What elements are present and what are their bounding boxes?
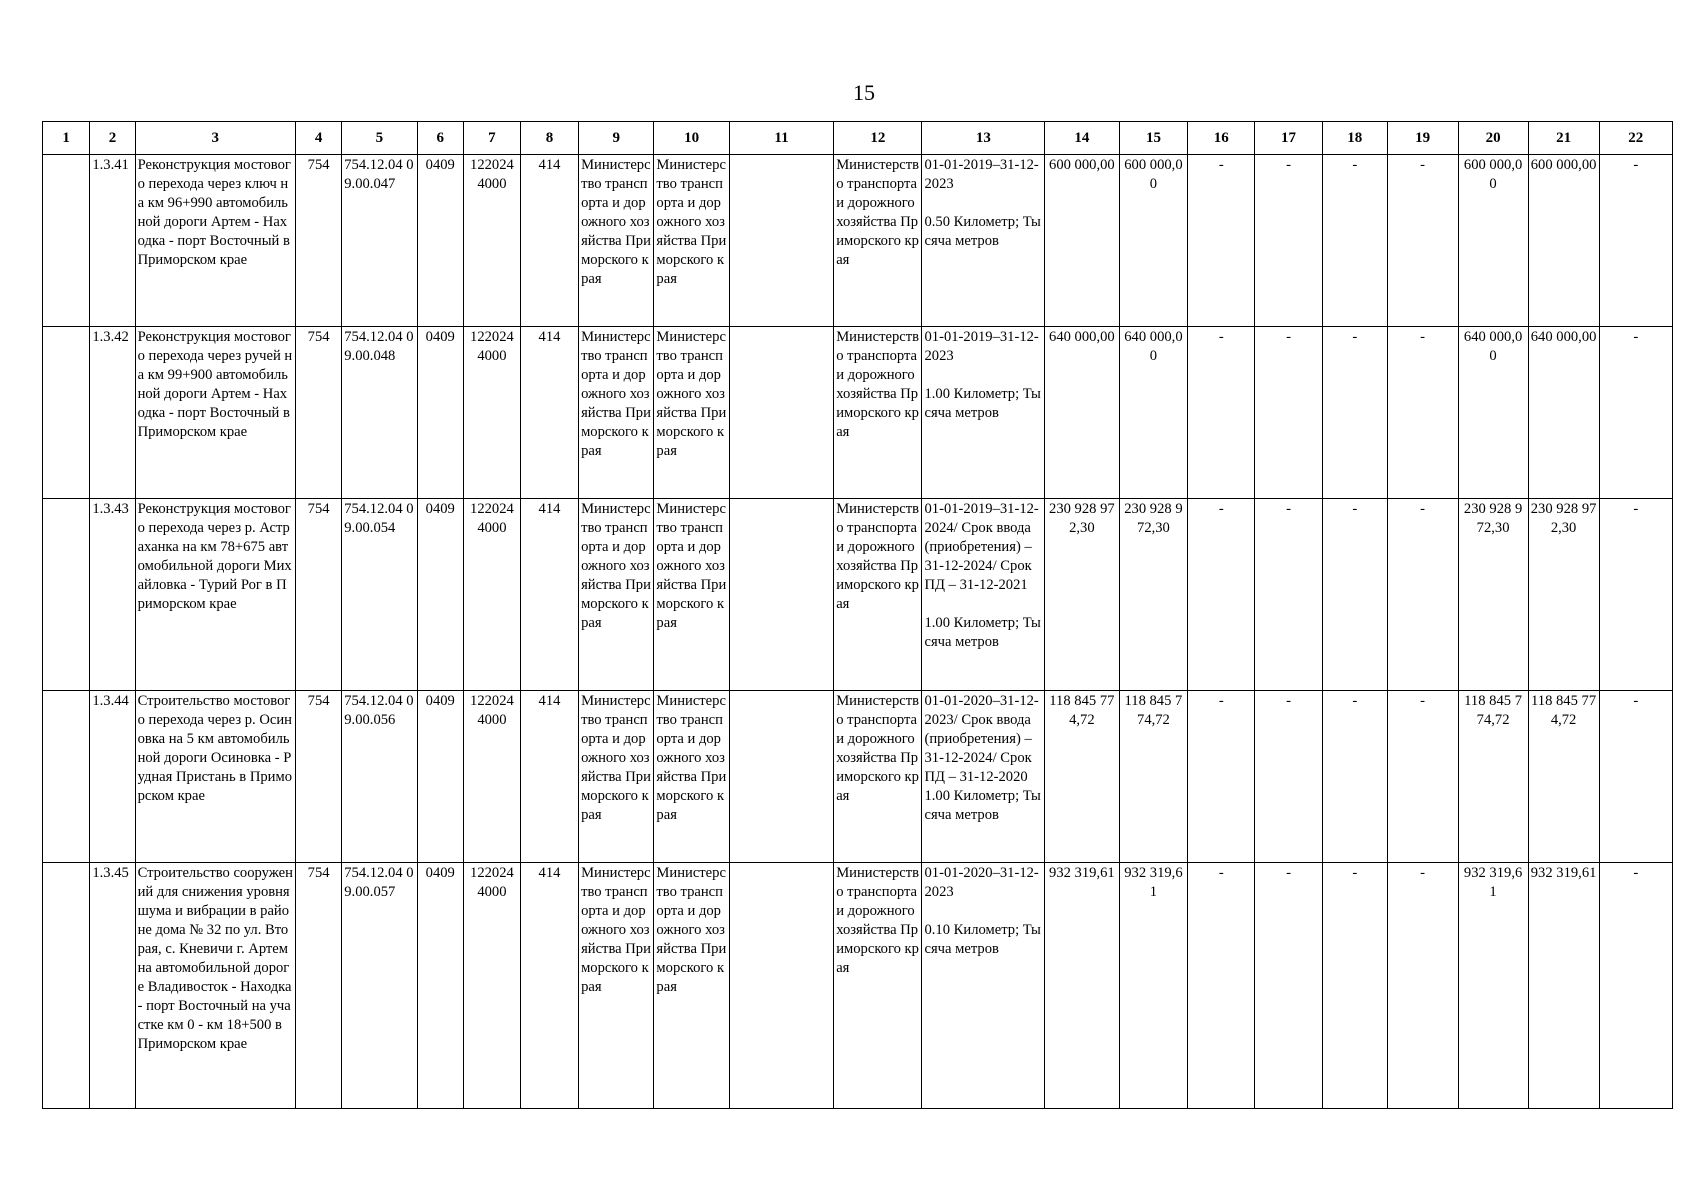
cell-empty: [43, 690, 90, 862]
header-cell: 1: [43, 122, 90, 155]
cell-empty: [43, 155, 90, 327]
header-cell: 18: [1322, 122, 1387, 155]
object-name: Реконструкция мостового перехода через ручей на км 99+900 автомобильной дороги Артем - Находка - порт Восточный в Приморском крае: [135, 327, 295, 499]
cell-dash: -: [1322, 862, 1387, 1108]
cell-amount: 230 928 972,30: [1119, 499, 1188, 690]
cell-dash: -: [1599, 155, 1672, 327]
capacity-text: 0.50 Километр; Тысяча метров: [924, 214, 1041, 249]
capacity-text: 0.10 Километр; Тысяча метров: [924, 921, 1041, 957]
cell-organization: Министерство транспорта и дорожного хозяйства Приморского края: [579, 155, 654, 327]
cell-code: 754: [295, 327, 341, 499]
cell-organization: Министерство транспорта и дорожного хозяйства Приморского края: [654, 155, 729, 327]
cell-amount: 640 000,00: [1045, 327, 1119, 499]
cell-amount: 640 000,00: [1458, 327, 1528, 499]
cell-dash: -: [1387, 862, 1458, 1108]
header-row: [43, 122, 1673, 155]
header-cell: 20: [1458, 122, 1528, 155]
period-text: 01-01-2019–31-12-2024/ Срок ввода (приобретения) – 31-12-2024/ Срок ПД – 31-12-2021: [924, 501, 1039, 594]
header-cell: 2: [90, 122, 135, 155]
cell-code: 754.12.04 09.00.048: [342, 327, 417, 499]
cell-dash: -: [1188, 155, 1255, 327]
cell-period: [922, 499, 1045, 690]
row-number: 1.3.44: [90, 690, 135, 862]
cell-empty: [43, 327, 90, 499]
cell-code: 754.12.04 09.00.057: [342, 862, 417, 1108]
cell-code: 122024 4000: [463, 862, 520, 1108]
cell-organization: Министерство транспорта и дорожного хозяйства Приморского края: [579, 327, 654, 499]
cell-empty: [729, 862, 833, 1108]
cell-period: [922, 155, 1045, 327]
cell-organization: Министерство транспорта и дорожного хозяйства Приморского края: [654, 327, 729, 499]
row-number: 1.3.45: [90, 862, 135, 1108]
cell-dash: -: [1188, 327, 1255, 499]
cell-organization: Министерство транспорта и дорожного хозяйства Приморского края: [834, 327, 922, 499]
table-row: [43, 690, 1673, 862]
cell-dash: -: [1387, 499, 1458, 690]
cell-amount: 230 928 972,30: [1528, 499, 1599, 690]
header-cell: 5: [342, 122, 417, 155]
row-number: 1.3.43: [90, 499, 135, 690]
header-cell: 3: [135, 122, 295, 155]
capacity-text: 1.00 Километр; Тысяча метров: [924, 787, 1041, 823]
header-cell: 22: [1599, 122, 1672, 155]
object-name: Реконструкция мостового перехода через ключ на км 96+990 автомобильной дороги Артем - Находка - порт Восточный в Приморском крае: [135, 155, 295, 327]
cell-amount: 932 319,61: [1458, 862, 1528, 1108]
cell-empty: [43, 862, 90, 1108]
cell-empty: [729, 327, 833, 499]
cell-empty: [729, 499, 833, 690]
cell-code: 122024 4000: [463, 499, 520, 690]
cell-organization: Министерство транспорта и дорожного хозяйства Приморского края: [834, 690, 922, 862]
cell-code: 754.12.04 09.00.047: [342, 155, 417, 327]
cell-dash: -: [1255, 690, 1323, 862]
cell-dash: -: [1188, 862, 1255, 1108]
cell-dash: -: [1188, 690, 1255, 862]
header-cell: 11: [729, 122, 833, 155]
cell-organization: Министерство транспорта и дорожного хозяйства Приморского края: [579, 862, 654, 1108]
table-row: [43, 862, 1673, 1108]
header-cell: 10: [654, 122, 729, 155]
cell-code: 122024 4000: [463, 327, 520, 499]
cell-amount: 640 000,00: [1528, 327, 1599, 499]
cell-code: 414: [520, 499, 578, 690]
cell-dash: -: [1255, 155, 1323, 327]
cell-code: 754: [295, 690, 341, 862]
header-cell: 9: [579, 122, 654, 155]
header-cell: 8: [520, 122, 578, 155]
cell-organization: Министерство транспорта и дорожного хозяйства Приморского края: [654, 690, 729, 862]
header-cell: 16: [1188, 122, 1255, 155]
cell-organization: Министерство транспорта и дорожного хозяйства Приморского края: [654, 862, 729, 1108]
cell-code: 754.12.04 09.00.054: [342, 499, 417, 690]
object-name: Реконструкция мостового перехода через р. Астраханка на км 78+675 автомобильной дороги Михайловка - Турий Рог в Приморском крае: [135, 499, 295, 690]
cell-dash: -: [1322, 690, 1387, 862]
header-cell: 15: [1119, 122, 1188, 155]
cell-dash: -: [1255, 327, 1323, 499]
cell-code: 0409: [417, 690, 463, 862]
cell-amount: 118 845 774,72: [1528, 690, 1599, 862]
period-text: 01-01-2019–31-12-2023: [924, 329, 1039, 365]
header-cell: 21: [1528, 122, 1599, 155]
cell-amount: 230 928 972,30: [1045, 499, 1119, 690]
cell-amount: 640 000,00: [1119, 327, 1188, 499]
object-name: Строительство сооружений для снижения уровня шума и вибрации в районе дома № 32 по ул. Вторая, с. Кневичи г. Артем на автомобильной дороге Владивосток - Находка - порт Восточный на участке км 0 - км 18+500 в Приморском крае: [135, 862, 295, 1108]
cell-code: 0409: [417, 155, 463, 327]
table-row: [43, 155, 1673, 327]
header-cell: 19: [1387, 122, 1458, 155]
cell-dash: -: [1322, 155, 1387, 327]
object-name: Строительство мостового перехода через р. Осиновка на 5 км автомобильной дороги Осиновка - Рудная Пристань в Приморском крае: [135, 690, 295, 862]
cell-code: 414: [520, 155, 578, 327]
cell-dash: -: [1599, 327, 1672, 499]
cell-code: 0409: [417, 327, 463, 499]
cell-period: [922, 327, 1045, 499]
row-number: 1.3.42: [90, 327, 135, 499]
cell-code: 0409: [417, 862, 463, 1108]
cell-dash: -: [1387, 690, 1458, 862]
cell-empty: [729, 155, 833, 327]
cell-amount: 600 000,00: [1528, 155, 1599, 327]
page-number: 15: [853, 80, 875, 105]
header-cell: 6: [417, 122, 463, 155]
header-cell: 4: [295, 122, 341, 155]
cell-code: 414: [520, 690, 578, 862]
header-cell: 7: [463, 122, 520, 155]
cell-code: 122024 4000: [463, 155, 520, 327]
cell-amount: 932 319,61: [1528, 862, 1599, 1108]
cell-period: [922, 690, 1045, 862]
cell-code: 754.12.04 09.00.056: [342, 690, 417, 862]
header-cell: 12: [834, 122, 922, 155]
period-text: 01-01-2020–31-12-2023: [924, 864, 1039, 900]
cell-organization: Министерство транспорта и дорожного хозяйства Приморского края: [579, 499, 654, 690]
program-table: [42, 121, 1673, 1109]
cell-empty: [729, 690, 833, 862]
cell-period: [922, 862, 1045, 1108]
cell-dash: -: [1599, 499, 1672, 690]
cell-dash: -: [1387, 327, 1458, 499]
cell-dash: -: [1255, 499, 1323, 690]
cell-organization: Министерство транспорта и дорожного хозяйства Приморского края: [579, 690, 654, 862]
cell-code: 414: [520, 862, 578, 1108]
header-cell: 13: [922, 122, 1045, 155]
cell-code: 754: [295, 155, 341, 327]
cell-dash: -: [1599, 862, 1672, 1108]
period-text: 01-01-2020–31-12-2023/ Срок ввода (приобретения) – 31-12-2024/ Срок ПД – 31-12-2020: [924, 692, 1039, 785]
cell-dash: -: [1322, 327, 1387, 499]
header-cell: 14: [1045, 122, 1119, 155]
cell-dash: -: [1322, 499, 1387, 690]
cell-organization: Министерство транспорта и дорожного хозяйства Приморского края: [834, 862, 922, 1108]
cell-amount: 932 319,61: [1119, 862, 1188, 1108]
cell-amount: 932 319,61: [1045, 862, 1119, 1108]
capacity-text: 1.00 Километр; Тысяча метров: [924, 615, 1041, 651]
cell-code: 0409: [417, 499, 463, 690]
cell-organization: Министерство транспорта и дорожного хозяйства Приморского края: [654, 499, 729, 690]
cell-amount: 600 000,00: [1119, 155, 1188, 327]
cell-code: 414: [520, 327, 578, 499]
table-row: [43, 499, 1673, 690]
cell-organization: Министерство транспорта и дорожного хозяйства Приморского края: [834, 155, 922, 327]
cell-empty: [43, 499, 90, 690]
cell-code: 754: [295, 862, 341, 1108]
cell-code: 754: [295, 499, 341, 690]
table-row: [43, 327, 1673, 499]
cell-amount: 600 000,00: [1045, 155, 1119, 327]
header-cell: 17: [1255, 122, 1323, 155]
cell-organization: Министерство транспорта и дорожного хозяйства Приморского края: [834, 499, 922, 690]
cell-dash: -: [1255, 862, 1323, 1108]
cell-dash: -: [1188, 499, 1255, 690]
row-number: 1.3.41: [90, 155, 135, 327]
cell-code: 122024 4000: [463, 690, 520, 862]
cell-amount: 230 928 972,30: [1458, 499, 1528, 690]
cell-amount: 118 845 774,72: [1458, 690, 1528, 862]
period-text: 01-01-2019–31-12-2023: [924, 157, 1039, 192]
cell-amount: 118 845 774,72: [1119, 690, 1188, 862]
cell-dash: -: [1387, 155, 1458, 327]
cell-amount: 118 845 774,72: [1045, 690, 1119, 862]
cell-amount: 600 000,00: [1458, 155, 1528, 327]
capacity-text: 1.00 Километр; Тысяча метров: [924, 386, 1041, 422]
cell-dash: -: [1599, 690, 1672, 862]
